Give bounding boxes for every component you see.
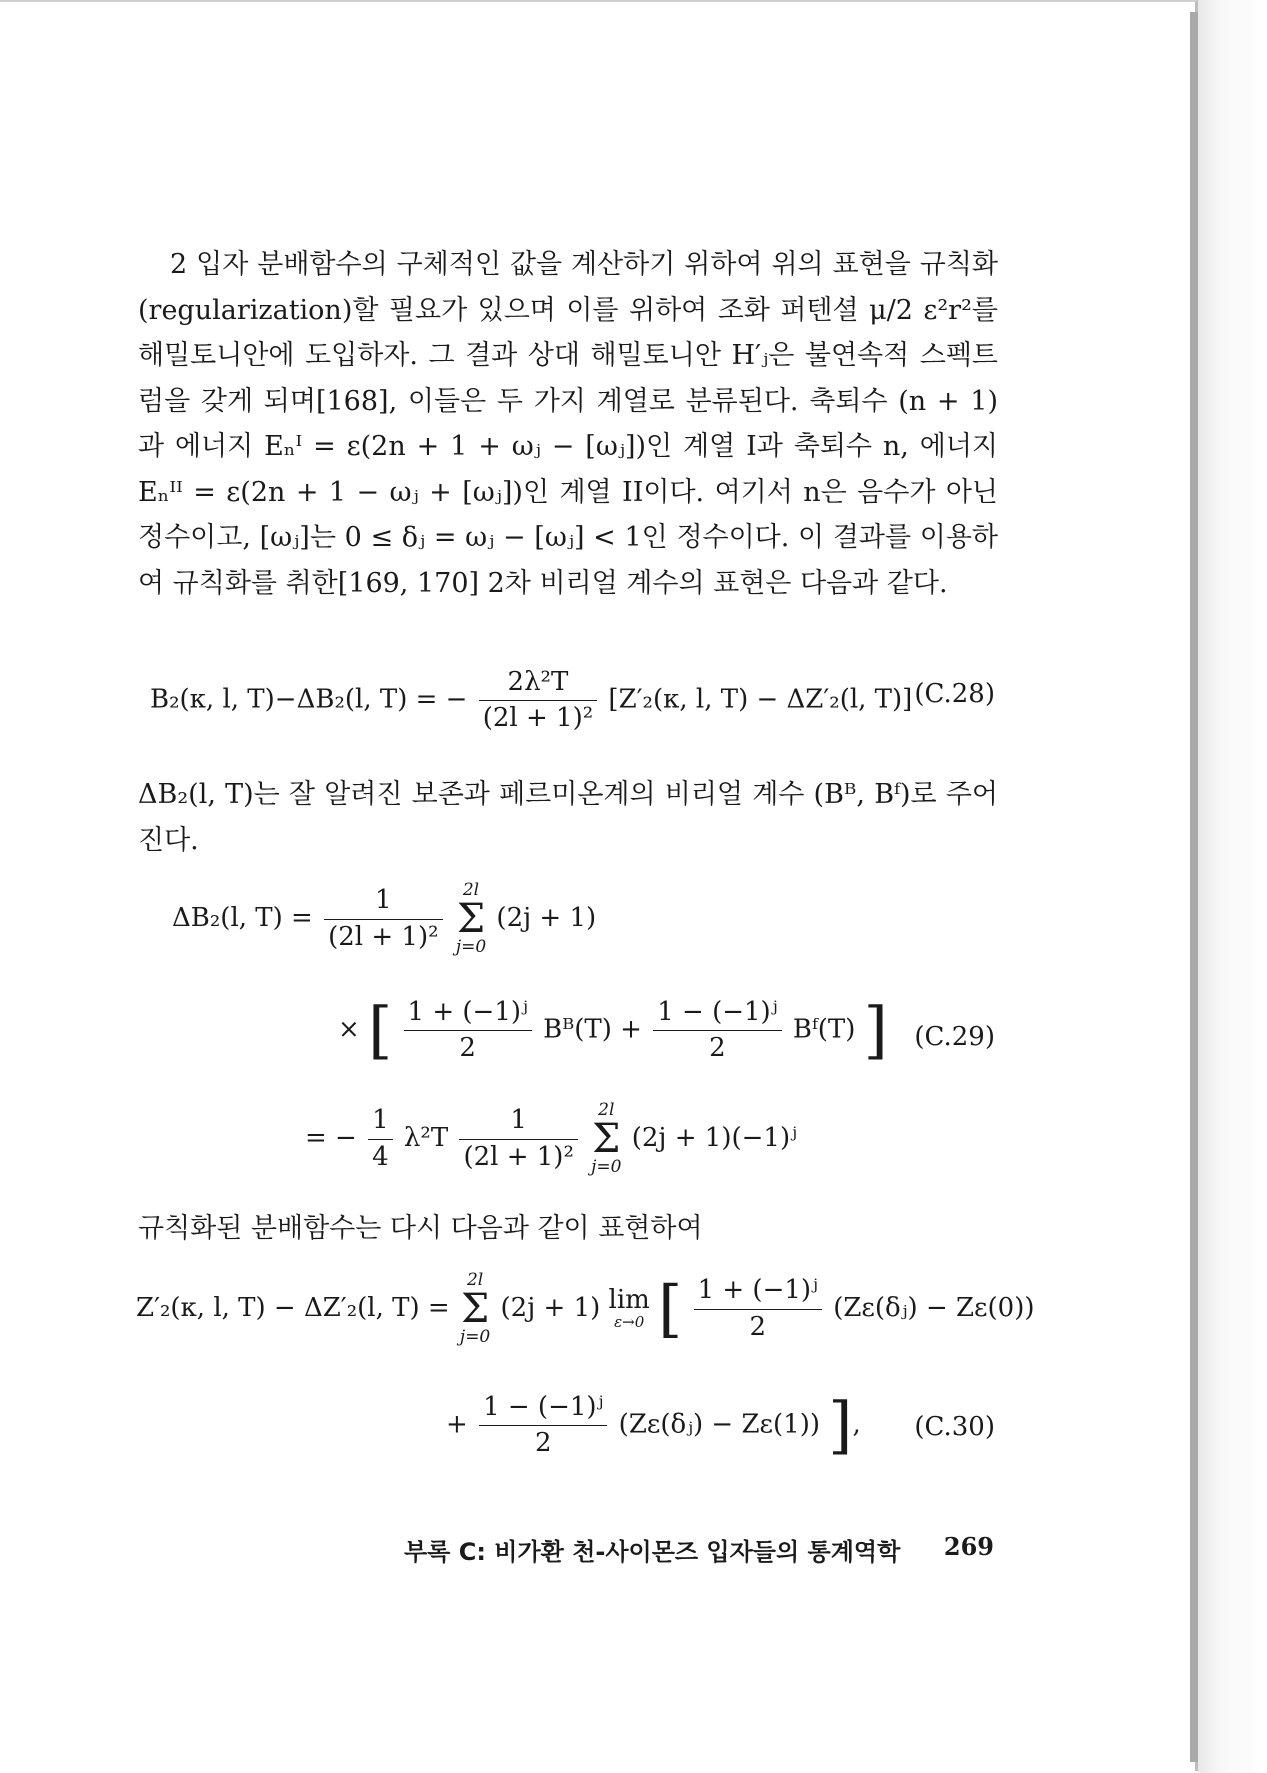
equation-c28: B₂(κ, l, T)−ΔB₂(l, T) = − $\frac{\text{2λ²T}}{\text{(2l + 1)²}}$ [Z′₂(κ, l, T) − ΔZ′₂(l, T)] (C.28) bbox=[150, 667, 995, 734]
equation-c29-line3: = − $\frac{1}{4}$ λ²T $\frac{1}{\text{(2l + 1)²}}$ 2l Σ j=0 (2j + 1)(−1)ʲ bbox=[305, 1100, 797, 1177]
equation-number: (C.28) bbox=[914, 679, 995, 709]
equation-number: (C.29) bbox=[914, 1022, 995, 1052]
equation-c29-line1: ΔB₂(l, T) = $\frac{1}{\text{(2l + 1)²}}$ 2l Σ j=0 (2j + 1) bbox=[172, 880, 597, 957]
equation-c30-line2: + $\frac{\text{1 − (−1)ʲ}}{2}$ (Zε(δⱼ) − Zε(1)) ], (C.30) bbox=[446, 1388, 995, 1462]
paragraph-virial: ΔB₂(l, T)는 잘 알려진 보존과 페르미온계의 비리얼 계수 (Bᴮ, Bᶠ)로 주어진다. bbox=[138, 779, 998, 856]
paragraph-regularized: 규칙화된 분배함수는 다시 다음과 같이 표현하여 bbox=[138, 1213, 703, 1244]
page-edge bbox=[1190, 12, 1198, 1762]
page-shadow bbox=[1198, 0, 1267, 1773]
page-number: 269 bbox=[943, 1532, 994, 1561]
equation-number: (C.30) bbox=[914, 1412, 995, 1442]
paragraph-intro: 2 입자 분배함수의 구체적인 값을 계산하기 위하여 위의 표현을 규칙화(regularization)할 필요가 있으며 이를 위하여 조화 퍼텐셜 μ/2 ε²r²를 해밀토니안에 도입하자. 그 결과 상대 해밀토니안 H′ⱼ은 불연속적 스펙트럼을 갖게 되며[168], 이들은 두 가지 계열로 분류된다. 축퇴수 (n + 1)과 에너지 Eₙᴵ = ε(2n + 1 + ωⱼ − [ωⱼ])인 계열 I과 축퇴수 n, 에너지 Eₙᴵᴵ = ε(2n + 1 − ωⱼ + [ωⱼ])인 계열 II이다. 여기서 n은 음수가 아닌 정수이고, [ωⱼ]는 0 ≤ δⱼ = ωⱼ − [ωⱼ] < 1인 정수이다. 이 결과를 이용하여 규칙화를 취한[169, 170] 2차 비리얼 계수의 표현은 다음과 같다. bbox=[138, 249, 998, 599]
page-footer bbox=[404, 1532, 994, 1567]
equation-c30-line1: Z′₂(κ, l, T) − ΔZ′₂(l, T) = 2l Σ j=0 (2j + 1) lim ε→0 [ $\frac{\text{1 + (−1)ʲ}}{2}$ (Zε(δⱼ) − Zε(0)) bbox=[136, 1270, 1035, 1347]
equation-c29-line2: × [ $\frac{\text{1 + (−1)ʲ}}{2}$ Bᴮ(T) + $\frac{\text{1 − (−1)ʲ}}{2}$ Bᶠ(T) ] (C.29) bbox=[338, 993, 995, 1067]
running-title: 부록 C: 비가환 천-사이몬즈 입자들의 통계역학 bbox=[404, 1538, 901, 1566]
